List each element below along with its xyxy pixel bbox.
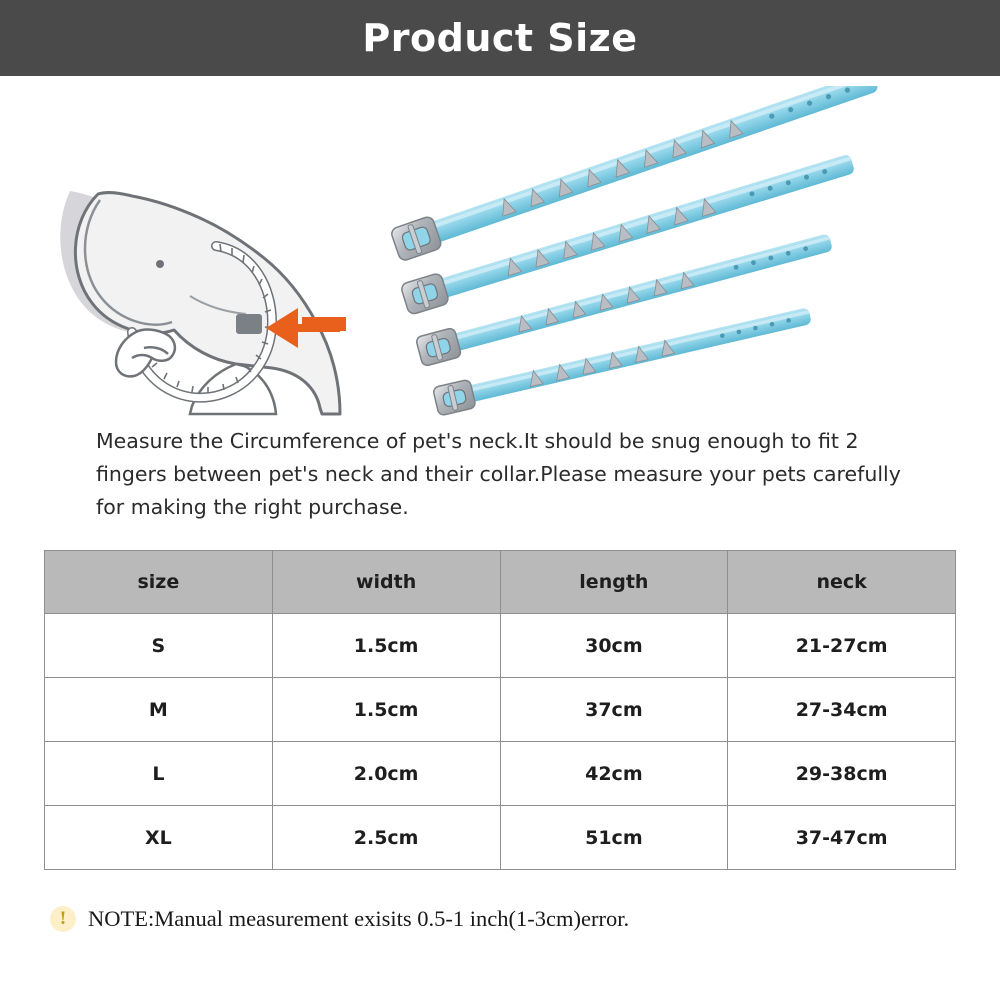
cell-length: 42cm	[500, 742, 728, 806]
page-header	[0, 0, 1000, 76]
collars-svg	[370, 86, 990, 416]
cell-width: 2.0cm	[272, 742, 500, 806]
cell-length: 37cm	[500, 678, 728, 742]
cell-neck: 21-27cm	[728, 614, 956, 678]
size-table-wrapper	[44, 550, 956, 870]
collar-strap-m	[415, 227, 834, 366]
cell-neck: 29-38cm	[728, 742, 956, 806]
dog-illustration-svg	[40, 96, 370, 416]
size-table-body	[45, 614, 956, 870]
four-spiked-collars-illustration	[370, 86, 990, 416]
table-row	[45, 742, 956, 806]
page-title: Product Size	[362, 16, 638, 60]
cell-width: 1.5cm	[272, 614, 500, 678]
warning-icon: !	[50, 906, 76, 932]
note-row	[50, 906, 1000, 932]
cell-size: L	[45, 742, 273, 806]
column-header-neck: neck	[728, 551, 956, 614]
column-header-length: length	[500, 551, 728, 614]
note-text: NOTE:Manual measurement exisits 0.5-1 inch(1-3cm)error.	[88, 906, 630, 931]
table-row	[45, 678, 956, 742]
cell-length: 30cm	[500, 614, 728, 678]
cell-size: S	[45, 614, 273, 678]
size-table-head	[45, 551, 956, 614]
cell-size: M	[45, 678, 273, 742]
hand-icon	[116, 330, 175, 377]
measure-instructions: Measure the Circumference of pet's neck.It should be snug enough to fit 2 fingers between pet's neck and their collar.Please measure your pets carefully for making the right purchase.	[96, 429, 901, 519]
column-header-width: width	[272, 551, 500, 614]
cell-size: XL	[45, 806, 273, 870]
cell-width: 1.5cm	[272, 678, 500, 742]
cell-length: 51cm	[500, 806, 728, 870]
cell-neck: 37-47cm	[728, 806, 956, 870]
collar-strap-s	[433, 301, 814, 416]
illustration-area	[0, 76, 1000, 421]
table-row	[45, 806, 956, 870]
cell-neck: 27-34cm	[728, 678, 956, 742]
table-row	[45, 614, 956, 678]
table-header-row	[45, 551, 956, 614]
size-table	[44, 550, 956, 870]
column-header-size: size	[45, 551, 273, 614]
dog-neck-measure-illustration	[40, 96, 370, 416]
cell-width: 2.5cm	[272, 806, 500, 870]
